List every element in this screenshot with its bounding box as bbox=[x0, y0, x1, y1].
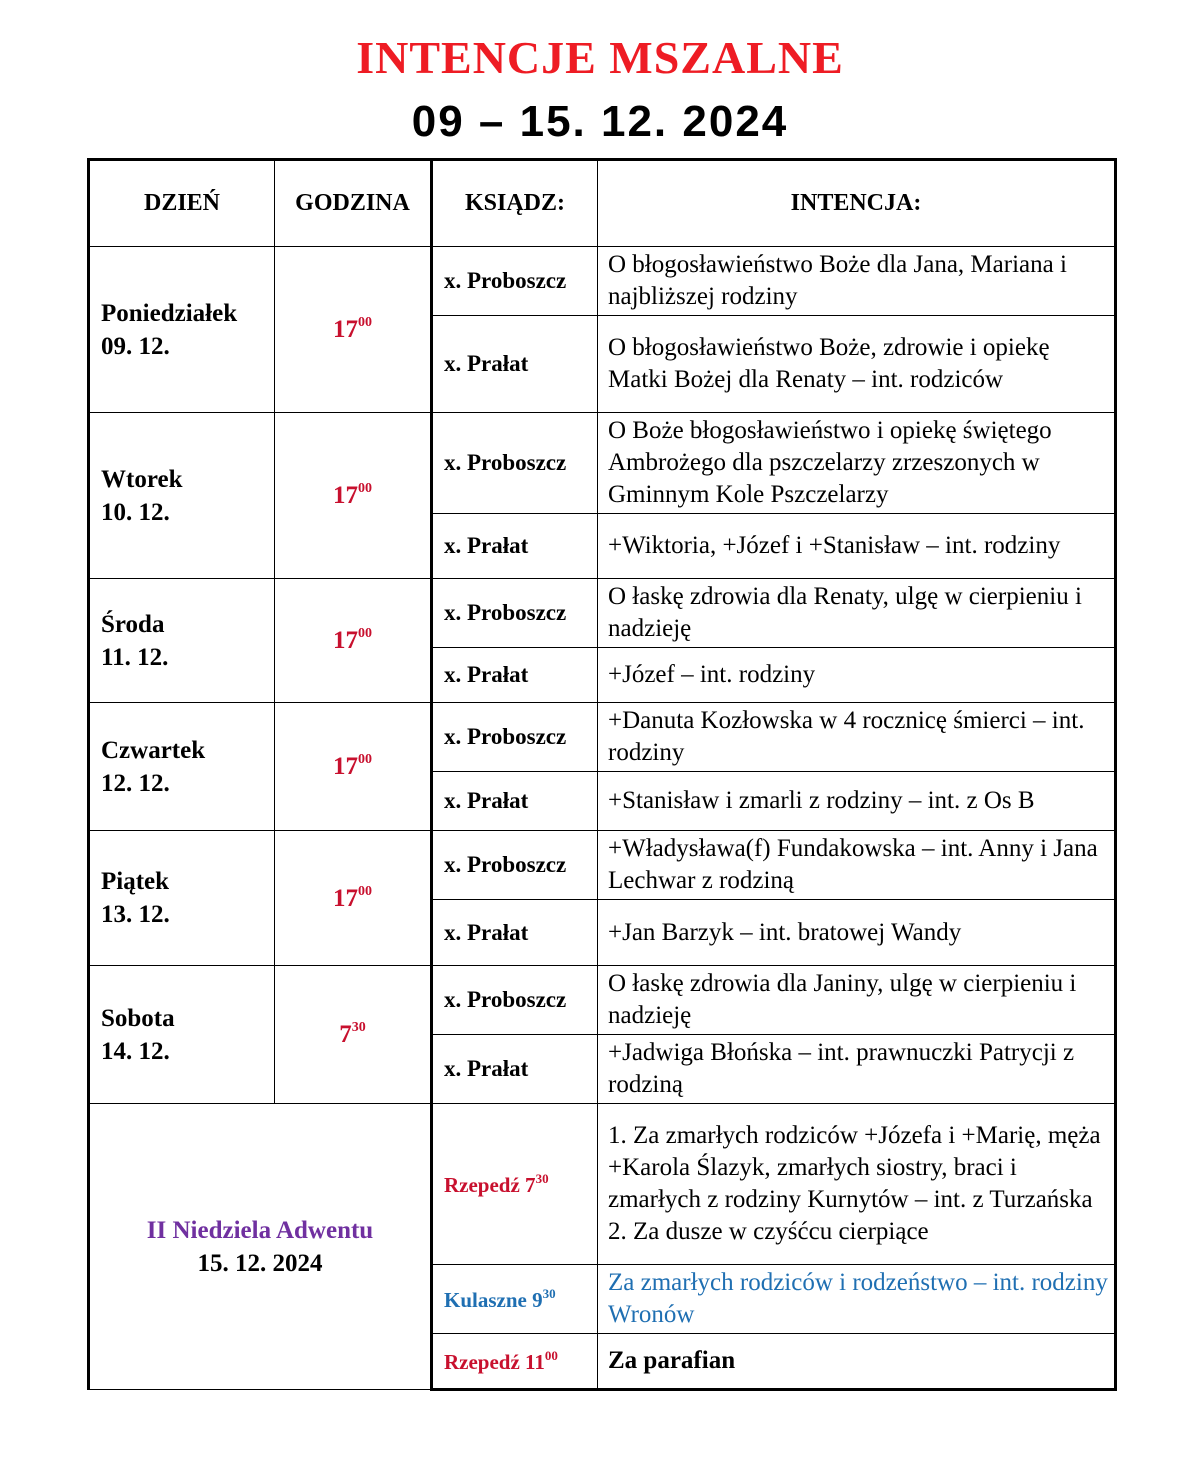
intention-cell: Za zmarłych rodziców i rodzeństwo – int. rodziny Wronów bbox=[598, 1265, 1116, 1334]
sunday-cell bbox=[89, 1104, 432, 1390]
hour-value: 17 bbox=[333, 316, 358, 343]
day-cell bbox=[89, 831, 275, 966]
header-priest: KSIĄDZ: bbox=[432, 160, 598, 247]
table-row bbox=[89, 966, 1116, 1035]
date-range: 09 – 15. 12. 2024 bbox=[411, 97, 789, 146]
priest-cell: x. Prałat bbox=[432, 1035, 598, 1104]
table-row bbox=[89, 247, 1116, 316]
hour-cell bbox=[275, 579, 432, 703]
priest-cell: x. Proboszcz bbox=[432, 247, 598, 316]
priest-cell: x. Proboszcz bbox=[432, 413, 598, 514]
hour-cell bbox=[275, 247, 432, 413]
hour-value: 7 bbox=[339, 1021, 352, 1048]
mass-location bbox=[432, 1334, 598, 1390]
intention-cell: O błogosławieństwo Boże, zdrowie i opiekę Matki Bożej dla Renaty – int. rodziców bbox=[598, 316, 1116, 413]
header-day: DZIEŃ bbox=[89, 160, 275, 247]
minute-value: 00 bbox=[358, 481, 372, 496]
intention-line: 2. Za dusze w czyśćcu cierpiące bbox=[608, 1218, 929, 1245]
day-cell bbox=[89, 703, 275, 831]
intention-cell: +Jadwiga Błońska – int. prawnuczki Patrycji z rodziną bbox=[598, 1035, 1116, 1104]
table-row bbox=[89, 413, 1116, 514]
priest-cell: x. Prałat bbox=[432, 316, 598, 413]
intention-cell: O błogosławieństwo Boże dla Jana, Mariana i najbliższej rodziny bbox=[598, 247, 1116, 316]
day-name: Sobota bbox=[101, 1004, 175, 1032]
intention-cell: +Władysława(f) Fundakowska – int. Anny i Jana Lechwar z rodziną bbox=[598, 831, 1116, 900]
hour-cell bbox=[275, 703, 432, 831]
mass-location bbox=[432, 1104, 598, 1265]
table-row bbox=[89, 579, 1116, 648]
minute-value: 30 bbox=[535, 1170, 549, 1186]
intention-line: 1. Za zmarłych rodziców +Józefa i +Marię, męża +Karola Ślazyk, zmarłych siostry, braci i zmarłych z rodziny Kurnytów – int. z Turzańska bbox=[608, 1122, 1101, 1213]
priest-cell: x. Proboszcz bbox=[432, 703, 598, 772]
header-row bbox=[89, 160, 1116, 247]
minute-value: 00 bbox=[358, 752, 372, 767]
priest-cell: x. Proboszcz bbox=[432, 966, 598, 1035]
intention-cell: +Danuta Kozłowska w 4 rocznicę śmierci – int. rodziny bbox=[598, 703, 1116, 772]
day-name: Wtorek bbox=[101, 465, 183, 493]
hour-cell bbox=[275, 831, 432, 966]
hour-value: 17 bbox=[333, 627, 358, 654]
priest-cell: x. Proboszcz bbox=[432, 831, 598, 900]
intention-cell: +Jan Barzyk – int. bratowej Wandy bbox=[598, 900, 1116, 966]
table-row bbox=[89, 831, 1116, 900]
hour-value: 17 bbox=[333, 753, 358, 780]
day-date: 11. 12. bbox=[101, 643, 169, 671]
day-cell bbox=[89, 579, 275, 703]
day-cell bbox=[89, 966, 275, 1104]
minute-value: 30 bbox=[542, 1285, 556, 1301]
day-cell bbox=[89, 247, 275, 413]
hour-cell bbox=[275, 413, 432, 579]
day-name: Środa bbox=[101, 610, 165, 638]
day-date: 13. 12. bbox=[101, 901, 170, 928]
intention-cell: O łaskę zdrowia dla Janiny, ulgę w cierpieniu i nadzieję bbox=[598, 966, 1116, 1035]
hour-value: 17 bbox=[333, 884, 358, 912]
minute-value: 00 bbox=[358, 883, 372, 899]
day-date: 14. 12. bbox=[101, 1037, 170, 1065]
location-label: Rzepedź 7 bbox=[444, 1172, 536, 1197]
table-row bbox=[89, 703, 1116, 772]
intention-cell bbox=[598, 1104, 1116, 1265]
priest-cell: x. Prałat bbox=[432, 648, 598, 703]
day-date: 10. 12. bbox=[101, 498, 170, 526]
sunday-date: 15. 12. 2024 bbox=[197, 1249, 323, 1277]
priest-cell: x. Prałat bbox=[432, 772, 598, 831]
intention-cell: +Wiktoria, +Józef i +Stanisław – int. rodziny bbox=[598, 514, 1116, 579]
sunday-name: II Niedziela Adwentu bbox=[146, 1216, 374, 1244]
minute-value: 00 bbox=[544, 1347, 558, 1363]
hour-cell bbox=[275, 966, 432, 1104]
priest-cell: x. Prałat bbox=[432, 514, 598, 579]
day-cell bbox=[89, 413, 275, 579]
minute-value: 00 bbox=[358, 315, 372, 330]
table-row bbox=[89, 1104, 1116, 1265]
intention-cell: Za parafian bbox=[598, 1334, 1116, 1390]
intention-cell: +Józef – int. rodziny bbox=[598, 648, 1116, 703]
intention-cell: +Stanisław i zmarli z rodziny – int. z Os B bbox=[598, 772, 1116, 831]
intention-cell: O łaskę zdrowia dla Renaty, ulgę w cierpieniu i nadzieję bbox=[598, 579, 1116, 648]
minute-value: 00 bbox=[358, 626, 372, 641]
day-name: Czwartek bbox=[101, 736, 206, 764]
day-name: Piątek bbox=[101, 868, 170, 895]
header-intention: INTENCJA: bbox=[598, 160, 1116, 247]
priest-cell: x. Prałat bbox=[432, 900, 598, 966]
priest-cell: x. Proboszcz bbox=[432, 579, 598, 648]
intentions-table bbox=[87, 158, 1117, 1391]
intention-cell: O Boże błogosławieństwo i opiekę świętego Ambrożego dla pszczelarzy zrzeszonych w Gminnym Kole Pszczelarzy bbox=[598, 413, 1116, 514]
hour-value: 17 bbox=[333, 482, 358, 509]
header-hour: GODZINA bbox=[275, 160, 432, 247]
minute-value: 30 bbox=[351, 1020, 366, 1035]
day-date: 12. 12. bbox=[101, 769, 170, 797]
location-label: Rzepedź 11 bbox=[444, 1349, 545, 1374]
mass-location bbox=[432, 1265, 598, 1334]
page-title: INTENCJE MSZALNE bbox=[356, 32, 844, 83]
day-date: 09. 12. bbox=[101, 332, 170, 360]
day-name: Poniedziałek bbox=[101, 299, 238, 327]
location-label: Kulaszne 9 bbox=[444, 1287, 543, 1312]
